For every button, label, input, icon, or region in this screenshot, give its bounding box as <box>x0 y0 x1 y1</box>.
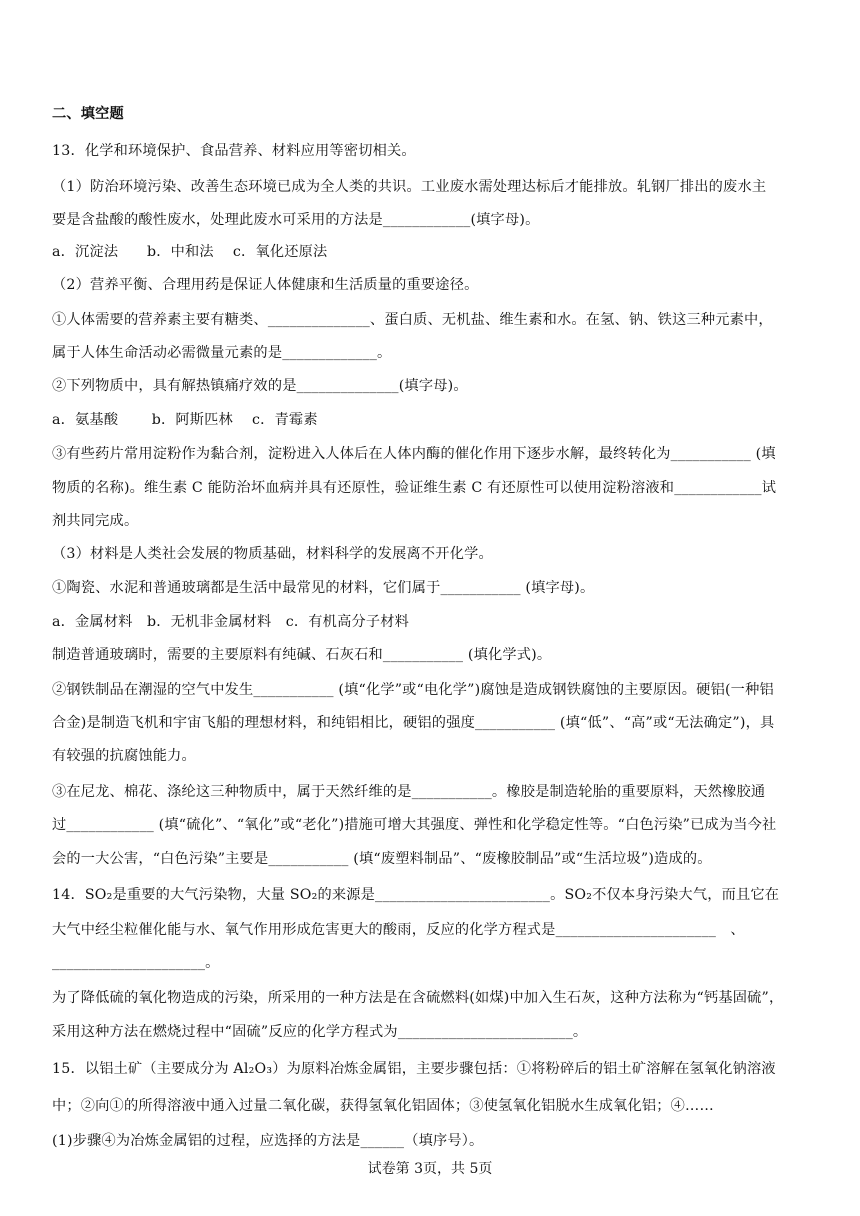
text-line: （2）营养平衡、合理用药是保证人体健康和生活质量的重要途径。 <box>52 277 479 293</box>
question-14-stem: 14．SO₂是重要的大气污染物，大量 SO₂的来源是________________________。SO₂不仅本身污染大气，而且它在 <box>52 887 780 903</box>
text-line: _____________________。 <box>52 955 220 971</box>
text-line: ③在尼龙、棉花、涤纶这三种物质中，属于天然纤维的是___________。橡胶是制造轮胎的重要原料，天然橡胶通 <box>52 784 766 800</box>
text-line: (1)步骤④为冶炼金属铝的过程，应选择的方法是______（填序号）。 <box>52 1133 484 1149</box>
options-line: a．氨基酸 b．阿斯匹林 c．青霉素 <box>52 412 318 428</box>
options-line: a．金属材料 b．无机非金属材料 c．有机高分子材料 <box>52 614 410 630</box>
text-line: 剂共同完成。 <box>52 513 139 529</box>
section-title: 二、填空题 <box>52 106 124 122</box>
text-line: ②钢铁制品在潮湿的空气中发生___________ (填“化学”或“电化学”)腐蚀是造成钢铁腐蚀的主要原因。硬铝(一种铝 <box>52 682 774 698</box>
text-line: ①陶瓷、水泥和普通玻璃都是生活中最常见的材料，它们属于___________ (填字母)。 <box>52 580 595 596</box>
text-line: 属于人体生命活动必需微量元素的是_____________。 <box>52 345 392 361</box>
text-line: 为了降低硫的氧化物造成的污染，所采用的一种方法是在含硫燃料(如煤)中加入生石灰，这种方法称为“钙基固硫”， <box>52 990 784 1006</box>
text-line: ②下列物质中，具有解热镇痛疗效的是______________(填字母)。 <box>52 378 468 394</box>
question-13-stem: 13．化学和环境保护、食品营养、材料应用等密切相关。 <box>52 143 416 159</box>
page-footer: 试卷第 3页，共 5页 <box>367 1161 493 1177</box>
text-line: 要是含盐酸的酸性废水，处理此废水可采用的方法是____________(填字母)。 <box>52 212 540 228</box>
question-15-stem: 15．以铝土矿（主要成分为 Al₂O₃）为原料冶炼金属铝，主要步骤包括：①将粉碎后的铝土矿溶解在氢氧化钠溶液 <box>52 1061 776 1077</box>
text-line: 过____________ (填“硫化”、“氧化”或“老化”)措施可增大其强度、弹性和化学稳定性等。“白色污染”已成为当今社 <box>52 817 777 833</box>
text-line: 会的一大公害，“白色污染”主要是___________ (填“废塑料制品”、“废橡胶制品”或“生活垃圾”)造成的。 <box>52 851 712 867</box>
text-line: 采用这种方法在燃烧过程中“固硫”反应的化学方程式为________________________。 <box>52 1024 588 1040</box>
text-line: 合金)是制造飞机和宇宙飞船的理想材料，和纯铝相比，硬铝的强度___________ (填“低”、“高”或“无法确定”)，具 <box>52 715 775 731</box>
text-line: 物质的名称)。维生素 C 能防治坏血病并具有还原性，验证维生素 C 有还原性可以使用淀粉溶液和____________试 <box>52 480 777 496</box>
text-line: 制造普通玻璃时，需要的主要原料有纯碱、石灰石和___________ (填化学式)。 <box>52 647 552 663</box>
text-line: 有较强的抗腐蚀能力。 <box>52 748 196 764</box>
text-line: ③有些药片常用淀粉作为黏合剂，淀粉进入人体后在人体内酶的催化作用下逐步水解，最终转化为___________ (填 <box>52 446 776 462</box>
text-line: 大气中经尘粒催化能与水、氧气作用形成危害更大的酸雨，反应的化学方程式是______________________ 、 <box>52 922 745 938</box>
text-line: （1）防治环境污染、改善生态环境已成为全人类的共识。工业废水需处理达标后才能排放。轧钢厂排出的废水主 <box>52 179 767 195</box>
text-line: ①人体需要的营养素主要有糖类、______________、蛋白质、无机盐、维生素和水。在氢、钠、铁这三种元素中， <box>52 312 773 328</box>
text-line: （3）材料是人类社会发展的物质基础，材料科学的发展离不开化学。 <box>52 546 493 562</box>
text-line: 中；②向①的所得溶液中通入过量二氧化碳，获得氢氧化铝固体；③使氢氧化铝脱水生成氧化铝；④…… <box>52 1098 714 1114</box>
options-line: a．沉淀法 b．中和法 c．氧化还原法 <box>52 244 328 260</box>
